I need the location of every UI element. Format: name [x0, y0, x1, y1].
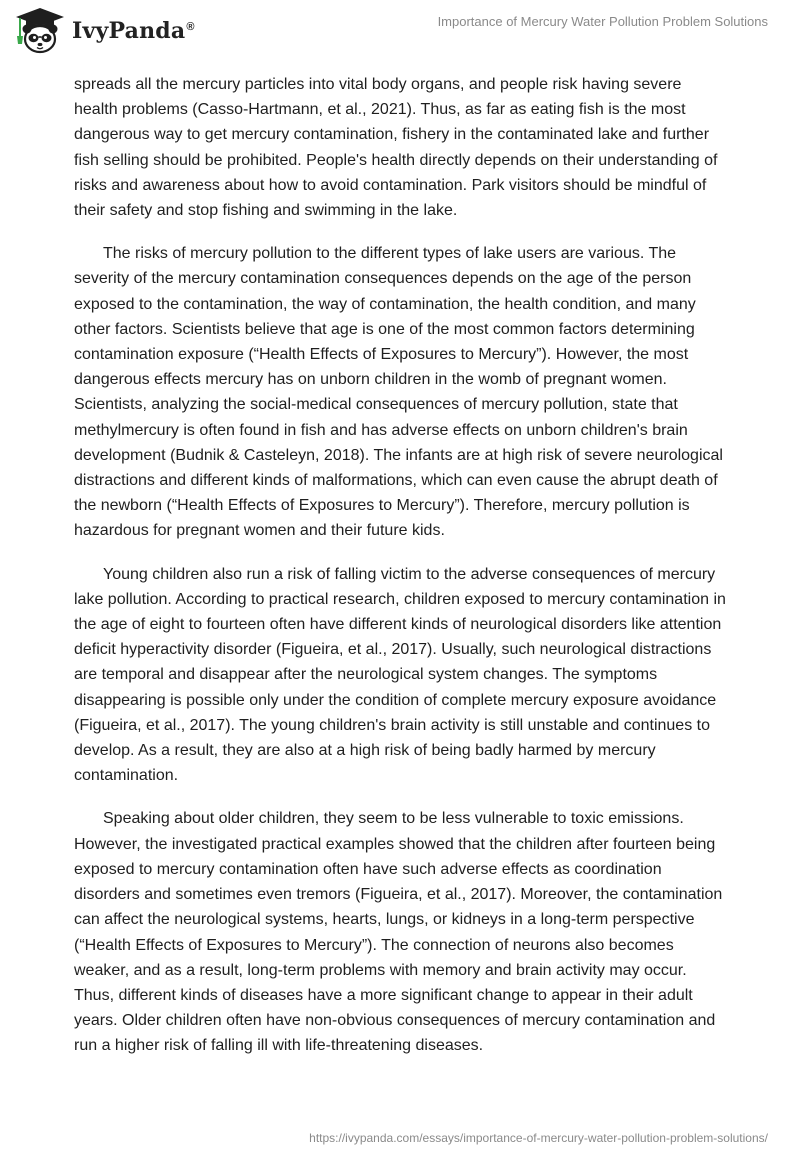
logo-text: IvyPanda	[72, 18, 186, 44]
panda-graduation-cap-icon	[12, 6, 68, 56]
source-url[interactable]: https://ivypanda.com/essays/importance-of-mercury-water-pollution-problem-solutions/	[309, 1131, 768, 1145]
ivypanda-logo[interactable]	[12, 6, 195, 56]
paragraph: Young children also run a risk of falling victim to the adverse consequences of mercury lake pollution. According to practical research, children exposed to mercury contamination in the age of eight to fourteen often have different kinds of neurological disorders like attention deficit hyperactivity disorder (Figueira, et al., 2017). Usually, such neurological distractions are temporal and disappear after the neurological system changes. The symptoms disappearing is possible only under the condition of complete mercury exposure avoidance (Figueira, et al., 2017). The young children's brain activity is still unstable and continues to develop. As a result, they are also at a high risk of being badly harmed by mercury contamination.	[74, 565, 726, 785]
paragraph: The risks of mercury pollution to the different types of lake users are various. The severity of the mercury contamination consequences depends on the age of the person exposed to the contamination, the way of contamination, the health condition, and many other factors. Scientists believe that age is one of the most common factors determining contamination exposure (“Health Effects of Exposures to Mercury”). However, the most dangerous effects mercury has on unborn children in the womb of pregnant women. Scientists, analyzing the social-medical consequences of mercury pollution, state that methylmercury is often found in fish and has adverse effects on unborn children's brain development (Budnik & Casteleyn, 2018). The infants are at high risk of severe neurological distractions and different kinds of malformations, which can even cause the abrupt death of the newborn (“Health Effects of Exposures to Mercury”). Therefore, mercury pollution is hazardous for pregnant women and their future kids.	[74, 245, 723, 540]
paragraph: Speaking about older children, they seem to be less vulnerable to toxic emissions. However, the investigated practical examples showed that the children after fourteen being exposed to mercury contamination often have such adverse effects as coordination disorders and sometimes even tremors (Figueira, et al., 2017). Moreover, the contamination can affect the neurological systems, hearts, lungs, or kidneys in a long-term perspective (“Health Effects of Exposures to Mercury”). The connection of neurons also becomes weaker, and as a result, long-term problems with memory and brain activity may occur. Thus, different kinds of diseases have a more significant change to appear in their adult years. Older children often have non-obvious consequences of mercury contamination and run a higher risk of falling ill with life-threatening diseases.	[74, 810, 723, 1055]
document-title: Importance of Mercury Water Pollution Problem Solutions	[437, 14, 768, 29]
registered-mark: ®	[186, 20, 195, 33]
essay-body	[74, 72, 726, 1077]
paragraph: spreads all the mercury particles into vital body organs, and people risk having severe health problems (Casso-Hartmann, et al., 2021). Thus, as far as eating fish is the most dangerous way to get mercury contamination, fishery in the contaminated lake and further fish selling should be prohibited. People's health directly depends on their understanding of risks and awareness about how to avoid contamination. Park visitors should be mindful of their safety and stop fishing and swimming in the lake.	[74, 76, 718, 220]
page-header	[0, 0, 800, 70]
logo-wordmark	[72, 18, 195, 44]
